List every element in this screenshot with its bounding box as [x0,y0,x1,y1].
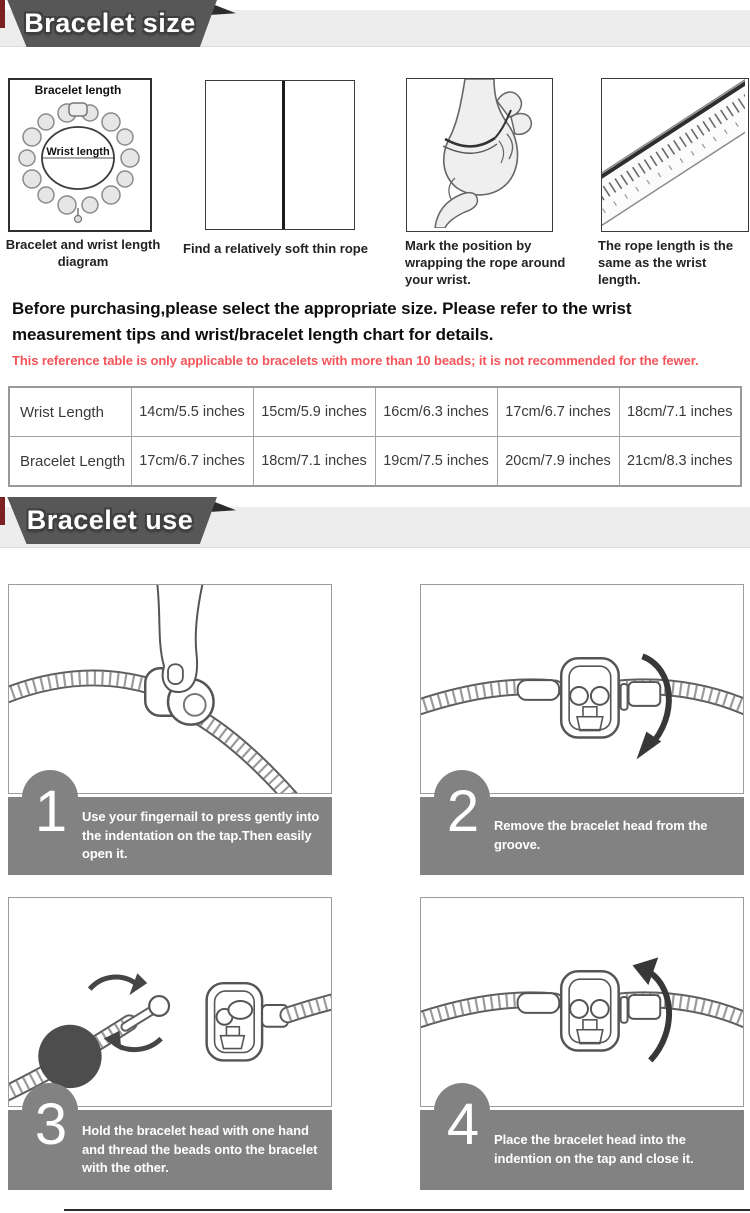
step-1-image-box [8,584,332,794]
wrist-value-2: 15cm/5.9 inches [253,387,375,437]
bracelet-value-1: 17cm/6.7 inches [131,437,253,487]
step-1-text: Use your fingernail to press gently into the indentation on the tap.Then easily open it. [82,808,320,862]
step-3-illustration [9,898,331,1106]
wrist-length-header: Wrist Length [9,387,131,437]
step-4-caption-bar [420,1092,744,1190]
step-4-image-box [420,897,744,1107]
step-4-illustration [421,898,743,1106]
bracelet-value-5: 21cm/8.3 inches [619,437,741,487]
bracelet-use-title: Bracelet use [26,505,194,535]
step-1-number: 1 [34,779,68,844]
step-3-caption-bar [8,1092,332,1190]
caption-wrist-wrap: Mark the position by wrapping the rope around your wrist. [405,238,566,287]
step-2-illustration [421,585,743,793]
step-1-caption-bar [8,779,332,875]
bracelet-length-label: Bracelet length [34,83,122,97]
rope-line [282,81,285,229]
bracelet-diagram-box [8,78,152,232]
ruler-illustration [602,79,745,228]
step-4-number: 4 [446,1092,480,1157]
bracelet-value-3: 19cm/7.5 inches [375,437,497,487]
step-2-caption-bar [420,779,744,875]
ruler-box [601,78,749,232]
wrist-value-3: 16cm/6.3 inches [375,387,497,437]
rope-box [205,80,355,230]
use-step-3-panel [8,897,332,1193]
step-2-number: 2 [446,779,480,844]
size-chart-table [8,386,742,487]
wrist-value-1: 14cm/5.5 inches [131,387,253,437]
step-3-image-box [8,897,332,1107]
table-row-bracelet [9,437,741,487]
bracelet-value-4: 20cm/7.9 inches [497,437,619,487]
caption-rope: Find a relatively soft thin rope [183,241,368,256]
step-1-illustration [9,585,331,793]
step-2-image-box [420,584,744,794]
wrist-length-label: Wrist length [46,146,110,158]
bracelet-length-header: Bracelet Length [9,437,131,487]
use-step-4-panel [420,897,744,1193]
bracelet-use-banner [0,497,750,547]
wrist-value-5: 18cm/7.1 inches [619,387,741,437]
wrist-wrap-illustration [407,79,549,228]
step-3-number: 3 [34,1092,68,1157]
bracelet-size-title: Bracelet size [24,8,196,38]
size-warning-text: This reference table is only applicable to bracelets with more than 10 beads; it is not recommended for the fewer. [12,353,699,368]
bracelet-size-banner [0,0,750,50]
use-step-2-panel [420,584,744,880]
wrist-wrap-box [406,78,553,232]
caption-ruler: The rope length is the same as the wrist length. [598,238,734,287]
use-step-1-panel [8,584,332,880]
table-row-wrist [9,387,741,437]
size-intro-text: Before purchasing,please select the appropriate size. Please refer to the wrist measurement tips and wrist/bracelet length chart for details. [12,299,632,344]
step-4-text: Place the bracelet head into the indention on the tap and close it. [494,1132,694,1166]
step-2-text: Remove the bracelet head from the groove. [494,818,708,852]
bottom-divider-line [64,1209,750,1211]
wrist-value-4: 17cm/6.7 inches [497,387,619,437]
caption-bracelet-diagram: Bracelet and wrist length diagram [5,237,161,269]
bracelet-value-2: 18cm/7.1 inches [253,437,375,487]
step-3-text: Hold the bracelet head with one hand and thread the beads onto the bracelet with the other. [82,1122,318,1176]
